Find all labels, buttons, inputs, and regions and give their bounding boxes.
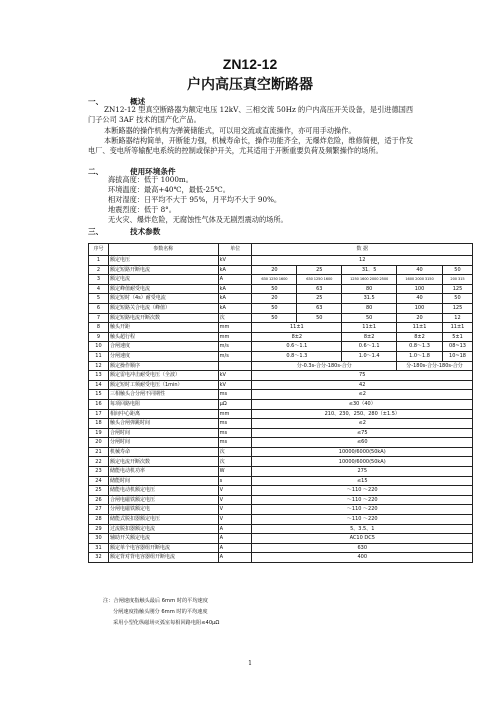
parameter-value: 40 [397,265,443,275]
table-row [89,505,473,515]
parameter-unit: 次 [218,313,252,323]
parameter-value: 8±2 [342,332,397,342]
parameter-unit: ms [218,390,252,400]
parameter-name: 额定短时工频耐受电压（1min） [108,380,218,390]
parameter-name: 分闸速度 [108,351,218,361]
parameter-name: 过流脱扣器额定电流 [108,524,218,534]
table-row [89,371,473,381]
parameter-value: 8±2 [397,332,443,342]
table-row [89,524,473,534]
parameter-unit: A [218,524,252,534]
parameter-value: 63 [297,303,342,313]
row-number: 11 [89,351,109,361]
parameter-name: 储能电动机额定电压 [108,486,218,496]
parameter-name: 储能式脱扣器额定电压 [108,515,218,525]
table-header-row [89,244,473,256]
parameter-unit: kV [218,256,252,266]
row-number: 14 [89,380,109,390]
row-number: 8 [89,323,109,333]
parameter-unit: s [218,476,252,486]
parameter-value: 100 [397,303,443,313]
section-label: 技术参数 [130,227,161,236]
row-number: 22 [89,457,109,467]
document-title: ZN12-12 [222,56,278,72]
table-row [89,534,473,544]
parameter-name: 额定短路电流开断次数 [108,313,218,323]
row-number: 1 [89,256,109,266]
parameter-unit: kV [218,380,252,390]
environment-item: 无火灾、爆炸危险，无腐蚀性气体及无剧烈震动的场所。 [108,215,288,224]
table-notes [103,596,219,629]
section-number: 二、 [88,167,104,176]
parameter-name: 额定电流 [108,275,218,285]
parameter-value: 80 [342,284,397,294]
parameter-value: 10~18 [442,351,472,361]
parameter-value: 100 [397,284,443,294]
parameter-name: 分闸电磁铁额定电 [108,505,218,515]
parameter-name: 额定操作顺序 [108,361,218,371]
parameter-value: 63 [297,284,342,294]
row-number: 7 [89,313,109,323]
table-row [89,476,473,486]
row-number: 12 [89,361,109,371]
parameter-value: 0.8～1.3 [252,351,342,361]
parameter-unit: m/s [218,342,252,352]
parameter-name: 额定雷电冲击耐受电压（全波） [108,371,218,381]
environment-item: 海拔高度：低于 1000m。 [108,175,193,184]
parameter-value: 08~13 [442,342,472,352]
parameter-name: 额定短时（4s）耐受电流 [108,294,218,304]
table-row [89,515,473,525]
table-row [89,486,473,496]
parameter-unit: V [218,505,252,515]
document-subtitle: 户内高压真空断路器 [187,77,313,93]
parameter-name: 相间中心距离 [108,409,218,419]
table-row [89,265,473,275]
row-number: 6 [89,303,109,313]
parameter-value: 12 [252,256,473,266]
parameter-name: 触头超行程 [108,332,218,342]
row-number: 21 [89,447,109,457]
parameter-value: ≤30（40） [252,399,473,409]
parameter-value: ～110 ～220 [252,515,473,525]
parameter-value: 31.5 [342,294,397,304]
parameter-value: 分-0.3s-合分-180s-合分 [252,361,397,371]
parameter-unit: mm [218,323,252,333]
parameter-value: 20 [252,294,297,304]
row-number: 19 [89,428,109,438]
row-number: 28 [89,515,109,525]
row-number: 26 [89,495,109,505]
parameter-value: 50 [297,313,342,323]
parameter-value: 31．5 [342,265,397,275]
table-row [89,342,473,352]
environment-item: 地震烈度：低于 8°。 [108,205,176,214]
parameter-value: 11±1 [342,323,397,333]
parameter-name: 额定短路开断电流 [108,265,218,275]
parameter-unit: μΩ [218,399,252,409]
row-number: 30 [89,534,109,544]
parameter-value: ≤60 [252,438,473,448]
section-label: 概述 [130,97,146,106]
parameter-value: 20 [252,265,297,275]
parameter-value: 0.6～1.1 [342,342,397,352]
parameter-name: 额定背对背电容器组开断电流 [108,553,218,563]
parameter-unit: ms [218,419,252,429]
row-number: 20 [89,438,109,448]
parameter-value: 40 [397,294,443,304]
note-line: 采用小型化纵磁场灭弧室每相回路电阻≤40μΩ [113,620,220,626]
overview-paragraph-2: 本断路器的操作机构为弹簧储能式，可以用交流或直流操作，亦可用手动操作。 [104,126,356,135]
parameter-value: 20 [397,313,443,323]
table-row [89,284,473,294]
row-number: 32 [89,553,109,563]
table-row [89,303,473,313]
parameter-unit: kA [218,284,252,294]
parameter-name: 储能电动机功率 [108,467,218,477]
parameter-name: 合闸速度 [108,342,218,352]
parameter-value: 25 [297,265,342,275]
parameter-value: 11±1 [442,323,472,333]
table-row [89,467,473,477]
section-heading-parameters [88,226,160,237]
header-data: 数 据 [252,244,473,256]
parameter-value: 400 [252,553,473,563]
parameter-value: 0.6～1.1 [252,342,342,352]
parameter-name: 额定峰值耐受电流 [108,284,218,294]
parameter-name: 储能时间 [108,476,218,486]
table-row [89,332,473,342]
parameter-unit: ms [218,428,252,438]
parameter-unit: kV [218,371,252,381]
header-no: 序号 [89,244,109,256]
row-number: 16 [89,399,109,409]
parameter-name: 每项回路电阻 [108,399,218,409]
parameter-value: ≤15 [252,476,473,486]
table-row [89,399,473,409]
parameter-value: 50 [342,313,397,323]
table-row [89,294,473,304]
parameter-value: 50 [252,303,297,313]
parameter-value: 275 [252,467,473,477]
parameter-name: 三相触头合分闸不同期性 [108,390,218,400]
page-number: 1 [248,660,252,667]
row-number: 31 [89,543,109,553]
parameter-value: 10000/6000(50kA) [252,447,473,457]
overview-paragraph-3: 本断路器结构简单，开断能力强，机械寿命长，操作功能齐全，无爆炸危险，维修简便，适于作发电厂、变电所等输配电系统的控制或保护开关，尤其适用于开断重要负荷及频繁操作的场所。 [88,136,414,155]
row-number: 3 [89,275,109,285]
parameter-value: 630 1250 1600 [297,275,342,285]
parameter-unit: V [218,495,252,505]
parameter-unit: A [218,275,252,285]
parameter-unit: ms [218,438,252,448]
row-number: 17 [89,409,109,419]
parameter-unit: A [218,553,252,563]
parameter-unit: kA [218,294,252,304]
parameter-unit [218,361,252,371]
table-row [89,447,473,457]
parameter-value: 0.8～1.3 [397,342,443,352]
table-row [89,390,473,400]
overview-paragraph-1: ZN12-12 型真空断路器为额定电压 12kV、三相交流 50Hz 的户内高压开关设备，是引进德国西门子公司 3AF 技术的国产化产品。 [88,105,414,124]
parameter-unit: W [218,467,252,477]
parameter-name: 合闸时间 [108,428,218,438]
row-number: 9 [89,332,109,342]
parameter-value: 50 [442,294,472,304]
parameter-value: ～110 ～220 [252,505,473,515]
parameter-value: 50 [252,313,297,323]
parameter-name: 额定电压 [108,256,218,266]
parameter-value: ≤2 [252,390,473,400]
table-row [89,428,473,438]
parameter-name: 额定短路关合电流（峰值） [108,303,218,313]
row-number: 2 [89,265,109,275]
parameter-value: 10000/6000(50kA) [252,457,473,467]
parameter-unit: 次 [218,457,252,467]
parameter-value: 125 [442,303,472,313]
row-number: 4 [89,284,109,294]
parameter-unit: mm [218,332,252,342]
parameter-unit: A [218,543,252,553]
parameter-value: 210、230、250、280（±1.5） [252,409,473,419]
row-number: 27 [89,505,109,515]
table-row [89,553,473,563]
table-row [89,351,473,361]
note-line: 注：合闸速度指触头最后 6mm 时的平均速度 [103,598,208,604]
parameter-name: 额定单个电容器组开断电流 [108,543,218,553]
parameter-unit: V [218,515,252,525]
parameter-value: 200 315 [442,275,472,285]
parameter-unit: A [218,534,252,544]
parameter-value: 11±1 [397,323,443,333]
table-row [89,323,473,333]
header-name: 参数名称 [108,244,218,256]
row-number: 13 [89,371,109,381]
parameter-value: ～110 ～220 [252,486,473,496]
table-row [89,275,473,285]
environment-list [108,175,288,225]
row-number: 25 [89,486,109,496]
parameter-value: 50 [252,284,297,294]
parameter-value: 11±1 [252,323,342,333]
section-label: 使用环境条件 [130,167,176,176]
parameter-value: 630 1250 1600 [252,275,297,285]
table-row [89,313,473,323]
parameter-value: ≤75 [252,428,473,438]
row-number: 18 [89,419,109,429]
section-number: 一、 [88,97,104,106]
header-unit: 单位 [218,244,252,256]
parameter-value: 分-180s-合分-180s-合分 [397,361,473,371]
row-number: 24 [89,476,109,486]
parameter-value: 42 [252,380,473,390]
parameter-unit: kA [218,265,252,275]
parameter-value: ≤2 [252,419,473,429]
parameter-unit: 次 [218,447,252,457]
table-row [89,380,473,390]
parameter-name: 机械寿命 [108,447,218,457]
table-row [89,457,473,467]
parameter-value: ～110 ～220 [252,495,473,505]
parameter-value: 1600 2000 3150 [397,275,443,285]
parameter-value: 12 [442,313,472,323]
parameter-unit: kA [218,303,252,313]
parameter-value: 25 [297,294,342,304]
parameter-value: 75 [252,371,473,381]
table-row [89,495,473,505]
parameter-unit: m/s [218,351,252,361]
parameter-value: 5、3.5、1 [252,524,473,534]
parameter-value: 1.0～1.4 [342,351,397,361]
environment-item: 相对湿度：日平均不大于 95%，月平均不大于 90%。 [108,195,282,204]
table-row [89,409,473,419]
parameter-value: 630 [252,543,473,553]
section-number: 三、 [88,227,104,236]
parameter-value: 125 [442,284,472,294]
parameter-name: 分闸时间 [108,438,218,448]
row-number: 23 [89,467,109,477]
parameter-name: 辅助开关额定电流 [108,534,218,544]
row-number: 15 [89,390,109,400]
parameter-unit: mm [218,409,252,419]
table-row [89,361,473,371]
row-number: 29 [89,524,109,534]
parameter-name: 额定电流开断次数 [108,457,218,467]
parameter-value: AC10 DC5 [252,534,473,544]
row-number: 10 [89,342,109,352]
parameter-value: 1250 1600 2000 2500 [342,275,397,285]
parameter-value: 8±2 [252,332,342,342]
parameter-name: 触头合闸弹跳时间 [108,419,218,429]
table-row [89,419,473,429]
parameter-value: 5±1 [442,332,472,342]
environment-item: 环境温度：最高+40℃，最低-25℃。 [108,185,230,194]
technical-parameters-table [88,243,473,563]
parameter-value: 1.0～1.8 [397,351,443,361]
parameter-value: 80 [342,303,397,313]
parameter-name: 触头开距 [108,323,218,333]
parameter-name: 合闸电磁铁额定电压 [108,495,218,505]
table-row [89,256,473,266]
table-row [89,543,473,553]
parameter-value: 50 [442,265,472,275]
table-row [89,438,473,448]
row-number: 5 [89,294,109,304]
note-line: 分闸速度指触头刚分 6mm 时的平均速度 [113,609,208,615]
parameter-unit: V [218,486,252,496]
